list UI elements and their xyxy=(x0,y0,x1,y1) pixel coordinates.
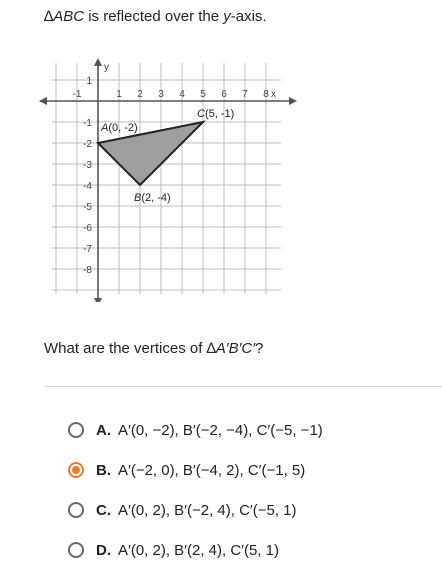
choice-letter: A. xyxy=(96,421,111,439)
coordinate-graph xyxy=(38,56,300,302)
choice-d[interactable] xyxy=(68,530,323,570)
x-tick-label: 6 xyxy=(221,89,227,100)
question-triangle: A′B′C′ xyxy=(215,340,256,357)
x-tick-label: 1 xyxy=(116,89,122,100)
choice-b[interactable] xyxy=(68,450,323,490)
y-tick-label: -6 xyxy=(83,223,92,234)
y-tick-label: -7 xyxy=(83,244,92,255)
y-tick-label: -8 xyxy=(83,265,92,276)
y-tick-label: 1 xyxy=(86,76,92,87)
x-tick-label: 2 xyxy=(137,89,143,100)
choice-letter: C. xyxy=(96,501,111,519)
radio-button-selected[interactable] xyxy=(68,462,84,478)
y-axis-arrow-top xyxy=(94,58,102,66)
radio-button[interactable] xyxy=(68,502,84,518)
choice-a[interactable] xyxy=(68,410,323,450)
x-tick-label: -1 xyxy=(72,89,82,100)
y-tick-label: -1 xyxy=(83,118,92,129)
divider xyxy=(44,386,442,387)
x-axis-arrow-left xyxy=(39,97,47,105)
y-tick-label: -4 xyxy=(83,181,92,192)
problem-suffix: -axis. xyxy=(230,8,267,25)
question-delta: ∆ xyxy=(206,340,216,357)
question-prefix: What are the vertices of xyxy=(44,340,207,357)
choice-text: A′(−2, 0), B′(−4, 2), C′(−1, 5) xyxy=(118,461,306,479)
y-axis-arrow-bottom xyxy=(94,298,102,302)
point-label-b: B(2, -4) xyxy=(134,192,171,204)
choice-text: A′(0, 2), B′(2, 4), C′(5, 1) xyxy=(118,541,279,559)
question-suffix: ? xyxy=(255,340,264,357)
radio-button[interactable] xyxy=(68,542,84,558)
choice-letter: B. xyxy=(96,461,111,479)
choice-text: A′(0, −2), B′(−2, −4), C′(−5, −1) xyxy=(118,421,323,439)
choice-c[interactable] xyxy=(68,490,323,530)
x-tick-label: 5 xyxy=(200,89,206,100)
problem-text: is reflected over the xyxy=(84,8,224,25)
triangle-name: ABC xyxy=(53,8,85,25)
question-text xyxy=(44,340,263,357)
choice-letter: D. xyxy=(96,541,111,559)
axis-name: y xyxy=(223,8,231,25)
y-axis-label: y xyxy=(104,62,109,73)
x-tick-label: 4 xyxy=(179,89,185,100)
delta-symbol: ∆ xyxy=(44,8,54,25)
choice-text: A′(0, 2), B′(−2, 4), C′(−5, 1) xyxy=(118,501,297,519)
y-tick-label: -5 xyxy=(83,202,92,213)
answer-choices xyxy=(68,410,323,570)
radio-button[interactable] xyxy=(68,422,84,438)
y-tick-label: -2 xyxy=(83,139,92,150)
x-tick-label: 3 xyxy=(158,89,164,100)
x-tick-label: 7 xyxy=(242,89,248,100)
problem-statement xyxy=(44,8,267,25)
x-axis-label: x xyxy=(271,89,276,100)
point-label-c: C(5, -1) xyxy=(197,108,235,120)
x-tick-label: 8 xyxy=(263,89,269,100)
y-tick-label: -3 xyxy=(83,160,92,171)
point-label-a: A(0, -2) xyxy=(101,122,138,134)
x-axis-arrow-right xyxy=(289,97,297,105)
